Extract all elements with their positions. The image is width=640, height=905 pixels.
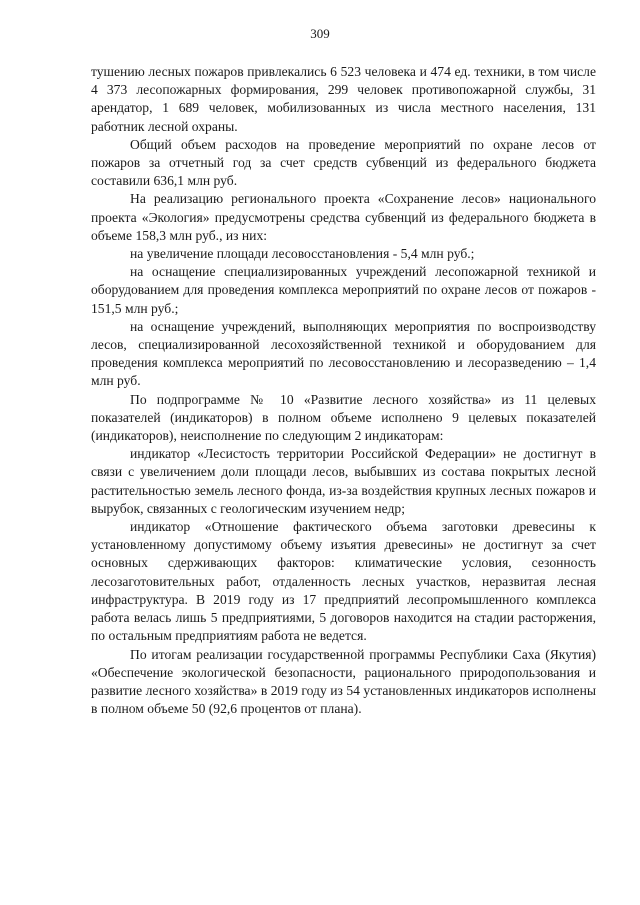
paragraph-9: индикатор «Отношение фактического объема заготовки древесины к установленному допустимому объему изъятия древесины» не достигнут за счет основных сдерживающих факторов: климатические условия, сезонность лесозаготовительных работ, отдаленность лесных участков, неразвитая лесная инфраструктура. В 2019 году из 17 предприятий лесопромышленного комплекса работа велась лишь 5 предприятиями, 5 договоров находится на стадии расторжения, по остальным предприятиям работа не ведется. <box>91 519 596 644</box>
paragraph-10: По итогам реализации государственной программы Республики Саха (Якутия) «Обеспечение экологической безопасности, рационального природопользования и развитие лесного хозяйства» в 2019 году из 54 установленных индикаторов исполнены в полном объеме 50 (92,6 процентов от плана). <box>91 646 596 717</box>
paragraph-4: на увеличение площади лесовосстановления - 5,4 млн руб.; <box>130 246 475 262</box>
paragraph-1: тушению лесных пожаров привлекались 6 523 человека и 474 ед. техники, в том числе 4 373 лесопожарных формирования, 299 человек противопожарной службы, 31 арендатор, 1 689 человек, мобилизованных из числа местного населения, 131 работник лесной охраны. <box>91 64 596 134</box>
page-number: 309 <box>310 26 330 41</box>
paragraph-3: На реализацию регионального проекта «Сохранение лесов» национального проекта «Экология» предусмотрены средства субвенций из федерального бюджета в объеме 158,3 млн руб., из них: <box>91 191 596 243</box>
paragraph-2: Общий объем расходов на проведение мероприятий по охране лесов от пожаров за отчетный год за счет средств субвенций из федерального бюджета составили 636,1 млн руб. <box>91 136 596 189</box>
paragraph-8: индикатор «Лесистость территории Российской Федерации» не достигнут в связи с увеличением доли площади лесов, выбывших из состава покрытых лесной растительностью земель лесного фонда, из-за воздействия крупных лесных пожаров и вырубок, связанных с геологическим изучением недр; <box>91 446 596 516</box>
body-text <box>91 63 596 718</box>
paragraph-7: По подпрограмме № 10 «Развитие лесного хозяйства» из 11 целевых показателей (индикаторов) в полном объеме исполнено 9 целевых показателей (индикаторов), неисполнение по следующим 2 индикаторам: <box>91 391 596 444</box>
paragraph-5: на оснащение специализированных учреждений лесопожарной техникой и оборудованием для проведения комплекса мероприятий по охране лесов от пожаров - 151,5 млн руб.; <box>91 264 596 316</box>
paragraph-6: на оснащение учреждений, выполняющих мероприятия по воспроизводству лесов, специализированной лесохозяйственной техникой и оборудованием для проведения комплекса мероприятий по лесовосстановлению и лесоразведению – 1,4 млн руб. <box>91 318 596 389</box>
